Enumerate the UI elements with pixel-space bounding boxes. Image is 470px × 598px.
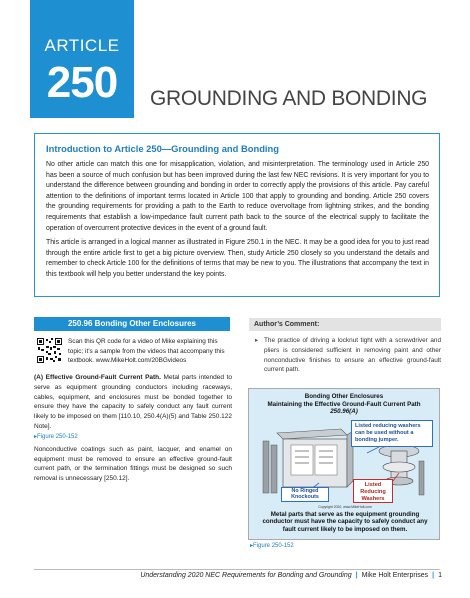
callout-knockouts-line-2: Knockouts: [291, 494, 319, 501]
figure-copyright: Copyright 2020, www.MikeHolt.com: [318, 505, 372, 509]
figure-reference-link[interactable]: [34, 433, 232, 440]
qr-description: Scan this QR code for a video of Mike explaining this topic; it’s a sample from the videos that accompany this textbook. www.MikeHolt.com/20BGvideos: [68, 338, 225, 365]
triangle-icon: ▸: [250, 543, 254, 549]
footer-separator: |: [355, 572, 358, 579]
footer-book-title: Understanding 2020 NEC Requirements for Bonding and Grounding: [140, 572, 352, 579]
section-body: [34, 373, 232, 484]
figure-illustration: [248, 388, 440, 540]
chapter-title: GROUNDING AND BONDING: [150, 87, 428, 110]
callout-red-line-2: Reducing: [360, 488, 386, 495]
footer-separator: |: [432, 572, 435, 579]
article-tab: [30, 0, 134, 118]
qr-code-icon[interactable]: [37, 338, 62, 363]
footer-divider: [34, 569, 440, 570]
bullet-triangle-icon: ▸: [255, 337, 259, 344]
figure-reference-label: Figure 250-152: [37, 433, 78, 440]
footer-page-number: 1: [438, 572, 442, 579]
callout-knockouts-line-1: No Ringed: [291, 488, 319, 494]
intro-box: [34, 133, 440, 297]
article-label: ARTICLE: [44, 36, 120, 55]
figure-title-line-3: 250.96(A): [330, 408, 358, 416]
paragraph-a-lead: (A) Effective Ground-Fault Current Path.: [34, 374, 161, 381]
callout-reducing-washers-note: Listed reducing washers can be used without a bonding jumper.: [351, 420, 433, 447]
intro-paragraph-1: No other article can match this one for misapplication, violation, and misinterpretation. The terminology used in Article 250 has been a source of much confusion but has been improved during the last few NEC revisions. It is very important for you to understand the difference between grounding and bonding in order to correctly apply the provisions of this article. Pay careful attention to the definitions of important terms located in Article 100 that apply to grounding and bonding. Article 250 covers the grounding requirements for providing a path to the Earth to reduce overvoltage from lightning strikes, and the bonding requirements that establish a low-impedance fault current path back to the source of the electrical supply to facilitate the operation of overcurrent protective devices in the event of a ground fault.: [46, 161, 429, 232]
footer-publisher: Mike Holt Enterprises: [361, 572, 429, 579]
figure-title-line-2: Maintaining the Effective Ground-Fault Current Path: [267, 400, 421, 408]
article-number: 250: [46, 58, 118, 107]
figure-title-line-1: Bonding Other Enclosures: [304, 393, 384, 400]
callout-listed-reducing-washers: [353, 479, 393, 503]
paragraph-b: Nonconductive coatings such as paint, lacquer, and enamel on equipment must be removed to ensure an effective ground-fault current path, or the termination fittings must be designed so such removal is unnecessary [250.12].: [34, 445, 232, 483]
author-comment-text: The practice of driving a locknut tight with a screwdriver and pliers is considered sufficient in removing paint and other nonconductive finishes to ensure an effective ground-fault current path.: [264, 337, 441, 374]
intro-title: Introduction to Article 250—Grounding and Bonding: [46, 143, 279, 154]
author-comment-heading: Author’s Comment:: [249, 318, 441, 331]
page-footer: [34, 572, 442, 579]
intro-paragraph-2: This article is arranged in a logical manner as illustrated in Figure 250.1 in the NEC. It may be a good idea for you to just read through the entire article first to get a big picture overview. Then, study Article 250 closely so you understand the details and remember to check Article 100 for the definitions of terms that may be new to you. The illustrations that accompany the text in this textbook will help you better understand the key points.: [46, 239, 429, 278]
figure-bottom-text: Metal parts that serve as the equipment grounding conductor must have the capacity to safely conduct any fault current likely to be imposed on them.: [262, 511, 428, 533]
callout-red-line-3: Washers: [361, 495, 385, 502]
callout-red-line-1: Listed: [364, 482, 382, 488]
triangle-icon: ▸: [34, 433, 38, 440]
figure-caption-link[interactable]: [250, 542, 294, 549]
figure-caption-label: Figure 250-152: [253, 543, 294, 549]
author-comment: [255, 336, 441, 375]
paragraph-a-body: Metal parts intended to serve as equipment grounding conductors including raceways, cables, equipment, and enclosures must be bonded together to ensure they have the capacity to safely conduct any fault current likely to be imposed on them [110.10, 250.4(A)(5) and Table 250.122 Note].: [34, 374, 232, 430]
paragraph-a: [34, 373, 232, 432]
section-heading: 250.96 Bonding Other Enclosures: [34, 317, 230, 331]
callout-no-ringed-knockouts: [281, 487, 329, 502]
